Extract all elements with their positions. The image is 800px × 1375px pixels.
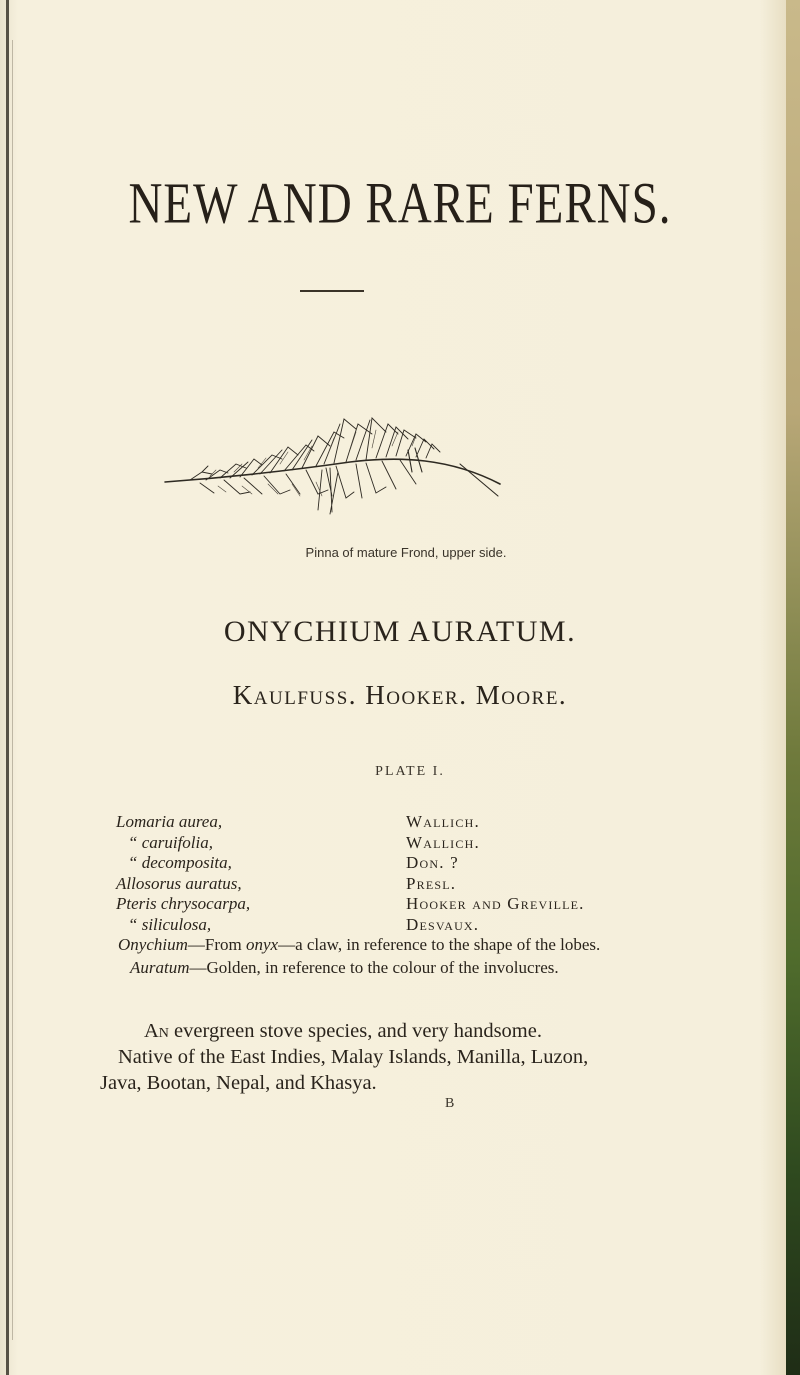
title-divider	[300, 290, 364, 292]
description-line: An evergreen stove species, and very handsome.	[144, 1020, 542, 1042]
synonym-authority: Wallich.	[406, 832, 480, 852]
synonym-name: “ decomposita,	[128, 853, 232, 872]
etymology-term: Auratum	[130, 958, 190, 977]
signature-mark: B	[445, 1096, 455, 1111]
etymology-line-onychium: Onychium—From onyx—a claw, in reference to the shape of the lobes.	[118, 935, 601, 954]
synonym-row	[116, 915, 636, 936]
dropcap-word: An	[144, 1020, 169, 1042]
etymology-term: Onychium	[118, 935, 188, 954]
synonym-name: “ caruifolia,	[128, 832, 214, 852]
synonym-row	[116, 874, 636, 895]
synonym-row	[116, 894, 636, 915]
synonym-authority: Hooker and Greville.	[406, 894, 585, 913]
page-title: NEW AND RARE FERNS.	[128, 171, 672, 237]
description-line: Java, Bootan, Nepal, and Khasya.	[100, 1072, 377, 1094]
synonym-row	[116, 833, 636, 854]
synonym-authority: Presl.	[406, 873, 457, 893]
etymology-line-auratum: Auratum—Golden, in reference to the colour of the involucres.	[130, 958, 559, 977]
synonym-name: Pteris chrysocarpa,	[116, 894, 251, 913]
description-line: Native of the East Indies, Malay Islands, Manilla, Luzon,	[118, 1046, 589, 1068]
figure-caption: Pinna of mature Frond, upper side.	[305, 545, 507, 560]
etymology-word: onyx	[245, 935, 279, 954]
authors-line: Kaulfuss. Hooker. Moore.	[232, 680, 568, 710]
fern-pinna-icon	[160, 400, 520, 530]
synonym-row	[116, 812, 636, 833]
synonym-name: Allosorus auratus,	[116, 873, 242, 893]
synonym-authority: Wallich.	[406, 812, 480, 831]
synonym-name: Lomaria aurea,	[116, 812, 223, 831]
etymology-block	[118, 933, 718, 979]
synonym-authority: Don. ?	[406, 853, 459, 872]
synonym-list	[116, 812, 636, 935]
species-heading: ONYCHIUM AURATUM.	[223, 615, 577, 648]
description-paragraph	[100, 1018, 778, 1096]
synonym-row	[116, 853, 636, 874]
synonym-authority: Desvaux.	[406, 914, 480, 934]
plate-label: PLATE I.	[375, 764, 445, 779]
synonym-name: “ siliculosa,	[128, 914, 212, 934]
